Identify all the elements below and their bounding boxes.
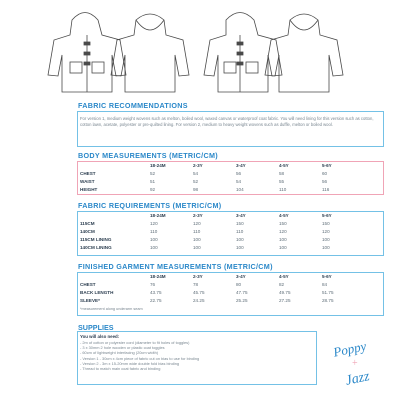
cell: 25.25 [236,298,248,303]
fabric-requirements-title: FABRIC REQUIREMENTS (METRIC/CM) [78,201,222,210]
row-label: 115CM [80,221,95,226]
column-header: 4-5Y [279,213,289,218]
row-label: WAIST [80,179,95,184]
cell: 54 [236,179,242,184]
table-header-row [80,212,365,220]
table-row [80,170,365,178]
column-header: 4-5Y [279,163,289,168]
row-label: BACK LENGTH [80,290,114,295]
body-measurements-title: BODY MEASUREMENTS (METRIC/CM) [78,151,218,160]
cell: 110 [279,187,287,192]
cell: 150 [322,221,330,226]
cell: 120 [150,221,158,226]
cell: 120 [193,221,201,226]
cell: 110 [150,229,158,234]
fabric-recommendations-title: FABRIC RECOMMENDATIONS [78,101,188,110]
table-row [80,281,365,289]
table-row [80,228,365,236]
cell: 120 [322,229,330,234]
cell: 43.75 [150,290,162,295]
row-label: 115CM LINING [80,237,112,242]
cell: 100 [322,237,330,242]
column-header: 18-24M [150,213,166,218]
coat-front-illustration-right [204,13,282,93]
coat-illustrations [0,0,400,96]
cell: 22.75 [150,298,162,303]
supplies-heading: You will also need: [80,334,120,339]
list-item: - Version 1 - 30cm x 4cm piece of fabric cut on bias to use for binding [80,355,200,361]
row-label: CHEST [80,171,96,176]
row-label: 140CM [80,229,95,234]
cell: 60 [322,171,328,176]
cell: 110 [193,229,201,234]
cell: 47.75 [236,290,248,295]
table-row [80,289,365,297]
cell: 56 [236,171,242,176]
list-item: - 60cm of lightweight interfacing (20cm width) [80,350,159,356]
finished-garment-table [80,273,365,305]
fabric-recommendations-text: For version 1, medium weight wovens such as melton, boiled wool, waxed canvas or waterproof coat fabric. You will need lining for this version such as cotton, cotton lawn, acetate, polyester or pre-quilted lining. For version 2, medium to heavy weight wovens such as duffle, melton or boiled wool. [80,116,374,127]
cell: 120 [279,229,287,234]
cell: 58 [279,171,285,176]
cell: 45.75 [193,290,205,295]
cell: 100 [193,237,201,242]
cell: 110 [236,229,244,234]
coat-back-illustration-left [111,14,189,92]
cell: 51 [150,179,156,184]
cell: 100 [279,237,287,242]
table-row [80,236,365,244]
column-header: 18-24M [150,274,166,279]
cell: 54 [193,171,199,176]
cell: 98 [193,187,199,192]
cell: 55 [279,179,285,184]
column-header: 5-6Y [322,274,332,279]
cell: 150 [236,221,244,226]
supplies-list [80,340,314,371]
column-header: 2-3Y [193,213,203,218]
cell: 84 [322,282,328,287]
cell: 28.75 [322,298,334,303]
column-header: 4-5Y [279,274,289,279]
table-row [80,178,365,186]
cell: 100 [150,245,158,250]
row-label: HEIGHT [80,187,98,192]
cell: 104 [236,187,244,192]
cell: 56 [322,179,328,184]
table-row [80,220,365,228]
svg-text:Jazz: Jazz [344,369,371,389]
column-header: 3-4Y [236,163,246,168]
cell: 82 [279,282,285,287]
coat-front-illustration-left [48,13,126,93]
coat-back-illustration-right [265,14,343,92]
list-item: - Version 2 - 3m x 15-20mm wide double fold bias binding [80,360,180,366]
finished-garment-title: FINISHED GARMENT MEASUREMENTS (METRIC/CM) [78,262,273,271]
cell: 100 [322,245,330,250]
table-row [80,244,365,252]
svg-text:+: + [352,358,358,369]
table-header-row [80,273,365,281]
column-header: 18-24M [150,163,166,168]
column-header: 3-4Y [236,213,246,218]
row-label: 140CM LINING [80,245,112,250]
cell: 100 [236,245,244,250]
cell: 100 [150,237,158,242]
table-row [80,297,365,305]
cell: 92 [150,187,156,192]
cell: 100 [236,237,244,242]
cell: 51.75 [322,290,334,295]
body-measurements-table [80,162,365,194]
cell: 78 [193,282,199,287]
cell: 52 [150,171,156,176]
column-header: 2-3Y [193,274,203,279]
list-item: - 2m of cotton or polyester cord (diameter to fit holes of toggles) [80,340,190,345]
cell: 100 [279,245,287,250]
sleeve-footnote: *measurement along underarm seam [80,307,143,311]
cell: 100 [193,245,201,250]
cell: 49.75 [279,290,291,295]
list-item: - Thread to match main coat fabric and binding [80,366,161,372]
cell: 116 [322,187,330,192]
cell: 24.25 [193,298,205,303]
table-header-row [80,162,365,170]
cell: 52 [193,179,199,184]
column-header: 3-4Y [236,274,246,279]
row-label: SLEEVE* [80,298,100,303]
column-header: 5-6Y [322,213,332,218]
column-header: 2-3Y [193,163,203,168]
table-row [80,186,365,194]
list-item: - 3 x 30mm 2 hole wooden or plastic coat toggles [80,345,165,351]
cell: 27.25 [279,298,291,303]
supplies-title: SUPPLIES [78,323,114,332]
column-header: 5-6Y [322,163,332,168]
fabric-requirements-table [80,212,365,252]
cell: 76 [150,282,156,287]
row-label: CHEST [80,282,96,287]
svg-text:Poppy: Poppy [331,338,368,360]
cell: 150 [279,221,287,226]
cell: 80 [236,282,242,287]
brand-logo [330,334,386,390]
